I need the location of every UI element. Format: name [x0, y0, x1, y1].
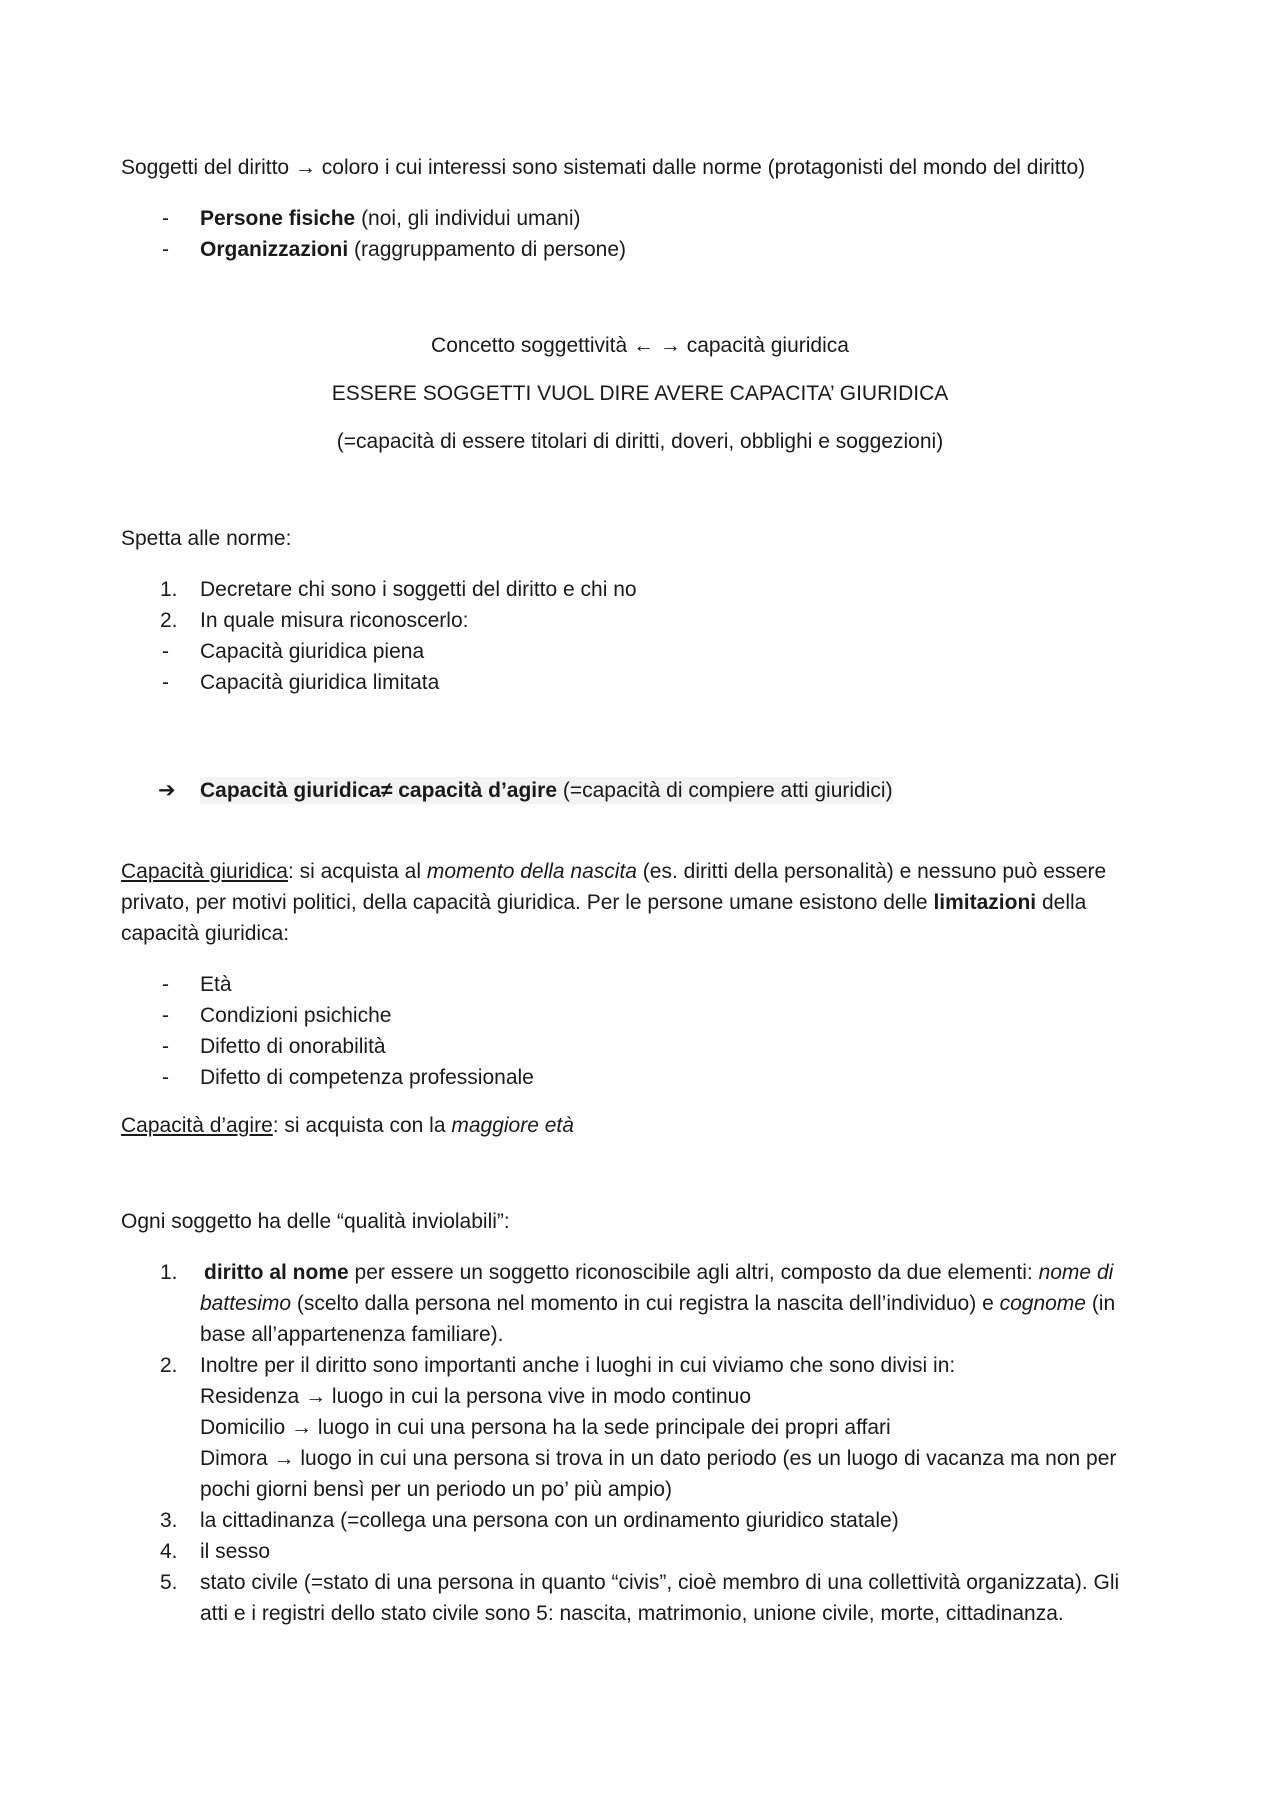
list-item: il sesso [200, 1540, 271, 1563]
list-marker: 1. [160, 578, 178, 601]
list-item: Condizioni psichiche [200, 1004, 392, 1027]
centered-definition: (=capacità di essere titolari di diritti, doveri, obblighi e soggezioni) [336, 430, 944, 453]
not-equal-icon: ≠ [380, 779, 393, 802]
list-item-continuation [200, 1412, 891, 1443]
list-item-continuation: base all’appartenenza familiare). [200, 1323, 504, 1346]
distinction-line [200, 775, 893, 806]
list-item-continuation [200, 1381, 751, 1412]
list-item: Capacità giuridica piena [200, 640, 425, 663]
distinction-term-b: capacità d’agire [392, 779, 557, 802]
list-marker: 1. [160, 1261, 178, 1284]
list-marker: - [162, 671, 169, 694]
paragraph-text: : si acquista con la [272, 1114, 452, 1137]
quality-text: (in [1085, 1292, 1116, 1315]
term-label: Capacità giuridica [121, 860, 288, 883]
place-definition: luogo in cui una persona ha la sede principale dei propri affari [312, 1416, 891, 1439]
list-item [200, 234, 626, 265]
intro-line [121, 152, 1085, 183]
list-marker: - [162, 973, 169, 996]
emphasis-text: maggiore età [451, 1114, 574, 1137]
paragraph-text: (es. diritti della personalità) e nessuno può essere [636, 860, 1107, 883]
list-item: stato civile (=stato di una persona in quanto “civis”, cioè membro di una collettività organizzata). Gli [200, 1571, 1120, 1594]
paragraph-line [121, 856, 1106, 887]
paragraph-text: : si acquista al [287, 860, 427, 883]
list-item [200, 203, 581, 234]
term-label: Capacità d’agire [121, 1114, 273, 1137]
list-item: Età [200, 973, 232, 996]
list-item-continuation [200, 1443, 1116, 1474]
concept-text-end: capacità giuridica [680, 334, 849, 357]
list-item: In quale misura riconoscerlo: [200, 609, 469, 632]
emphasis-text: momento della nascita [426, 860, 637, 883]
list-item-continuation [200, 1288, 1115, 1319]
list-item-continuation: atti e i registri dello stato civile sono 5: nascita, matrimonio, unione civile, morte, cittadinanza. [200, 1602, 1064, 1625]
distinction-definition: (=capacità di compiere atti giuridici) [557, 779, 893, 802]
place-term: Dimora [200, 1447, 268, 1470]
concept-text: Concetto soggettività [431, 334, 628, 357]
paragraph-text: della [1036, 891, 1087, 914]
arrow-right-icon: → [305, 1385, 327, 1408]
list-marker: 2. [160, 1354, 178, 1377]
list-item [204, 1257, 1113, 1288]
list-item: Capacità giuridica limitata [200, 671, 440, 694]
list-item-continuation: pochi giorni bensì per un periodo un po’ più ampio) [200, 1478, 673, 1501]
emphasis-bold: limitazioni [933, 891, 1037, 914]
list-marker: - [162, 1035, 169, 1058]
centered-statement: ESSERE SOGGETTI VUOL DIRE AVERE CAPACITA’ GIURIDICA [331, 382, 949, 405]
list-item: Difetto di onorabilità [200, 1035, 386, 1058]
qualities-heading: Ogni soggetto ha delle “qualità inviolabili”: [121, 1210, 510, 1233]
emphasis-text: nome di [1038, 1261, 1114, 1284]
list-marker: 2. [160, 609, 178, 632]
quality-term: diritto al nome [204, 1261, 349, 1284]
place-definition: luogo in cui la persona vive in modo continuo [326, 1385, 752, 1408]
emphasis-text: cognome [999, 1292, 1086, 1315]
list-marker: 5. [160, 1571, 178, 1594]
list-marker: - [162, 1004, 169, 1027]
distinction-highlight [200, 777, 893, 804]
place-term: Domicilio [200, 1416, 286, 1439]
list-marker: - [162, 207, 169, 230]
list-item: la cittadinanza (=collega una persona con un ordinamento giuridico statale) [200, 1509, 899, 1532]
double-arrow-icon: ← → [633, 334, 681, 357]
list-marker: - [162, 1066, 169, 1089]
list-item-bold: Persone fisiche [200, 207, 356, 230]
list-item: Inoltre per il diritto sono importanti anche i luoghi in cui viviamo che sono divisi in: [200, 1354, 956, 1377]
paragraph-line [121, 887, 1086, 918]
list-marker: - [162, 238, 169, 261]
list-marker: 3. [160, 1509, 178, 1532]
list-item-text: (noi, gli individui umani) [355, 207, 581, 230]
list-item: Decretare chi sono i soggetti del diritto e chi no [200, 578, 637, 601]
paragraph-line: capacità giuridica: [121, 922, 290, 945]
list-marker: - [162, 640, 169, 663]
list-item: Difetto di competenza professionale [200, 1066, 534, 1089]
place-definition: luogo in cui una persona si trova in un dato periodo (es un luogo di vacanza ma non per [294, 1447, 1117, 1470]
bullet-arrow-icon: ➔ [158, 779, 176, 802]
paragraph-line [121, 1110, 574, 1141]
distinction-term-a: Capacità giuridica [200, 779, 381, 802]
arrow-right-icon: → [291, 1416, 313, 1439]
quality-text: per essere un soggetto riconoscibile agli altri, composto da due elementi: [348, 1261, 1039, 1284]
arrow-right-icon: → [294, 156, 316, 179]
place-term: Residenza [200, 1385, 300, 1408]
norms-heading: Spetta alle norme: [121, 527, 292, 550]
list-item-bold: Organizzazioni [200, 238, 349, 261]
list-marker: 4. [160, 1540, 178, 1563]
intro-definition-text: coloro i cui interessi sono sistemati dalle norme (protagonisti del mondo del diritto) [315, 156, 1086, 179]
list-item-text: (raggruppamento di persone) [348, 238, 627, 261]
intro-subject-text: Soggetti del diritto [121, 156, 290, 179]
quality-text: (scelto dalla persona nel momento in cui registra la nascita dell’individuo) e [291, 1292, 1000, 1315]
paragraph-text: privato, per motivi politici, della capacità giuridica. Per le persone umane esistono delle [121, 891, 934, 914]
centered-concept-line [0, 330, 1280, 361]
emphasis-text: battesimo [200, 1292, 292, 1315]
arrow-right-icon: → [273, 1447, 295, 1470]
